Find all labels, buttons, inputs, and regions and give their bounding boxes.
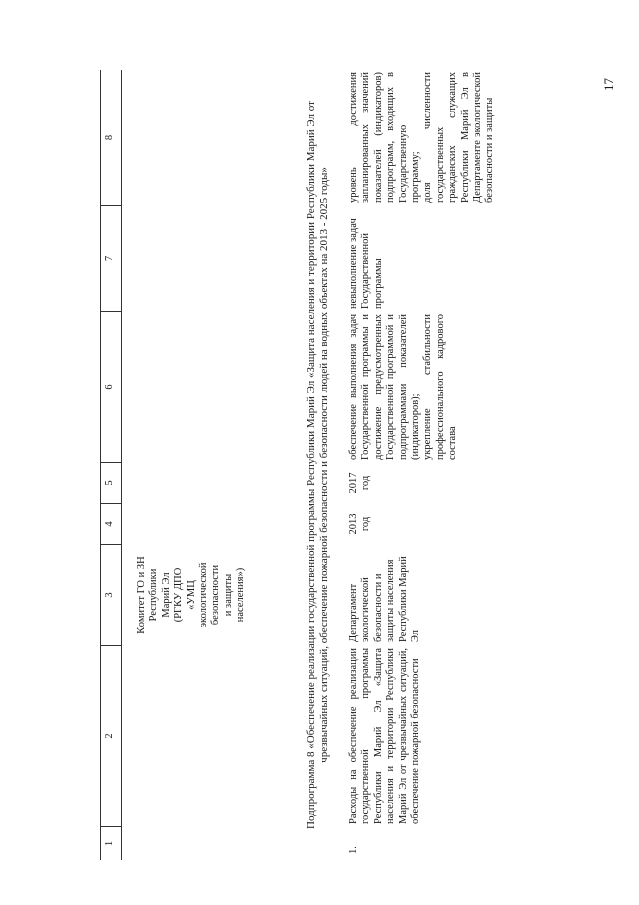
row-executor: Департамент экологической безопасности и защиты населения Республики Марий Эл: [348, 556, 422, 642]
column-header-5: 5: [104, 480, 115, 486]
column-header-2: 2: [104, 733, 115, 739]
row-number: 1.: [348, 846, 359, 854]
subprogram-title: Подпрограмма 8 «Обеспечение реализации государственной программы Республики Марий Эл «Защита населения и территории Республики Марий Эл от чрезвычайных ситуаций, обеспечение пожарной безопасности и безопасности людей на водных объектах на 2013 - 2025 годы»: [305, 101, 330, 829]
row-name: Расходы на обеспечение реализации государственной программы Республики Марий Эл «Защита населения и территории Республики Марий Эл от чрезвычайных ситуаций, обеспечение пожарной безопасности: [348, 648, 422, 824]
row-consequences: невыполнение задач Государственной программы: [348, 218, 384, 309]
rotated-table: [100, 70, 570, 860]
column-header-3: 3: [104, 592, 115, 598]
row-start-year: 2013 год: [348, 513, 372, 535]
top-row-executor: Комитет ГО и ЗН Республики Марий Эл (РГКУ ДПО «УМЦ экологической безопасности и защиты населения»): [136, 556, 247, 634]
page-number: 17: [601, 78, 616, 91]
row-end-year: 2017 год: [348, 472, 372, 494]
column-header-6: 6: [104, 384, 115, 390]
row-expected-result: обеспечение выполнения задач Государственной программы и достижение предусмотренных Государственной программой и подпрограммами показателей (индикаторов); укрепление стабильности профессионального кадрового состава: [348, 314, 459, 460]
column-header-7: 7: [104, 255, 115, 262]
column-header-4: 4: [104, 521, 115, 527]
column-header-row: [100, 70, 122, 860]
column-header-1: 1: [104, 840, 115, 847]
row-indicators: уровень достижения запланированных значений показателей (индикаторов) подпрограмм, входящих в Государственную программу; доля численности государственных гражданских служащих Республики Марий Эл в Департаменте экологической безопасности и защиты: [348, 72, 496, 203]
column-header-8: 8: [104, 134, 115, 141]
